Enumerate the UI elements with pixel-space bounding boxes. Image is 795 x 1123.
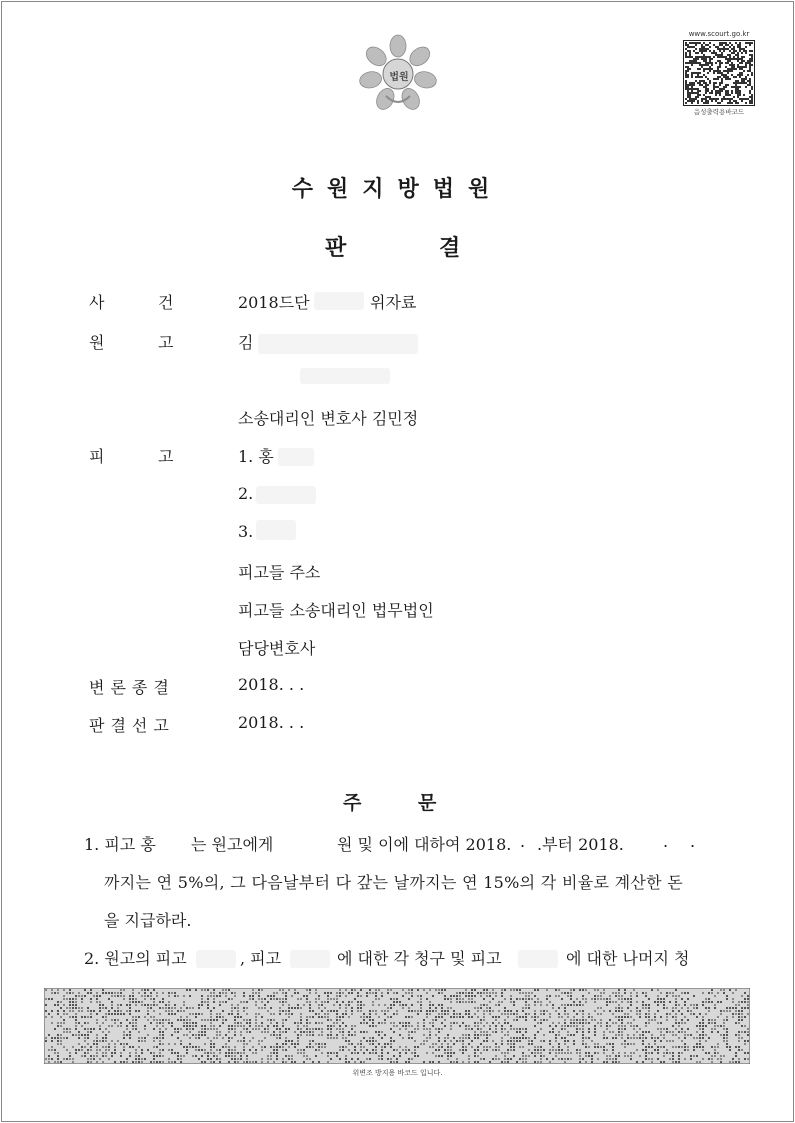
qr-code-icon <box>683 40 755 106</box>
plaintiff-label-2: 고 <box>158 333 174 352</box>
attorney-in-charge: 담당변호사 <box>238 639 316 658</box>
plaintiff-label-1: 원 <box>89 333 105 352</box>
order-2-text-b: , 피고 <box>240 949 282 968</box>
defendant-2: 2. <box>238 484 254 503</box>
qr-caption: 음성출력용바코드 <box>693 108 745 116</box>
redaction-mark <box>196 950 236 968</box>
anti-forgery-barcode-icon <box>44 988 750 1064</box>
redaction-mark <box>278 448 314 466</box>
court-name: 수원지방법원 <box>291 177 504 202</box>
redaction-mark <box>290 950 330 968</box>
redaction-mark <box>256 486 316 504</box>
defendants-attorney: 피고들 소송대리인 법무법인 <box>238 601 434 620</box>
defendants-address: 피고들 주소 <box>238 563 321 582</box>
redaction-mark <box>314 292 364 310</box>
order-1-text-d: . <box>520 832 526 851</box>
redaction-mark <box>258 334 418 354</box>
order-1-line-2: 까지는 연 5%의, 그 다음날부터 다 갚는 날까지는 연 15%의 각 비율로 계산한 돈 <box>104 873 684 892</box>
order-2-text-a: 2. 원고의 피고 <box>84 949 187 968</box>
defendant-3: 3. <box>238 522 254 541</box>
argument-closed-date: 2018. . . <box>238 675 305 694</box>
redaction-mark <box>256 520 296 540</box>
order-2-text-c: 에 대한 각 청구 및 피고 <box>337 949 502 968</box>
defendant-label-1: 피 <box>89 447 105 466</box>
qr-url-text: www.scourt.go.kr <box>688 30 750 38</box>
defendant-label-2: 고 <box>158 447 174 466</box>
document-title-part-2: 결 <box>439 236 461 261</box>
order-title-part-2: 문 <box>418 792 437 814</box>
case-label-2: 건 <box>158 293 174 312</box>
redaction-mark <box>518 950 558 968</box>
document-title-part-1: 판 <box>325 236 347 261</box>
defendant-1: 1. 홍 <box>238 447 274 466</box>
plaintiff-attorney: 소송대리인 변호사 김민정 <box>238 409 419 428</box>
judgment-date-label: 판결선고 <box>89 716 175 735</box>
judgment-date: 2018. . . <box>238 713 305 732</box>
order-1-text-e: .부터 2018. <box>537 835 624 854</box>
order-2-text-d: 에 대한 나머지 청 <box>566 949 690 968</box>
order-1-text-b: 는 원고에게 <box>191 835 274 854</box>
order-1-text-c: 원 및 이에 대하여 2018. <box>337 835 512 854</box>
order-1-text-f: . <box>663 832 669 851</box>
emblem-text: 법원 <box>389 72 409 83</box>
plaintiff-name: 김 <box>238 333 254 352</box>
redaction-mark <box>300 368 390 384</box>
order-1-line-3: 을 지급하라. <box>104 911 192 930</box>
case-label-1: 사 <box>89 293 105 312</box>
argument-closed-label: 변론종결 <box>89 678 175 697</box>
order-1-text-g: . <box>690 832 696 851</box>
case-subject: 위자료 <box>370 293 417 312</box>
order-title-part-1: 주 <box>343 792 362 814</box>
case-number: 2018드단 <box>238 293 310 312</box>
barcode-caption: 위변조 방지용 바코드 입니다. <box>352 1069 443 1077</box>
order-1-text-a: 1. 피고 홍 <box>84 835 156 854</box>
